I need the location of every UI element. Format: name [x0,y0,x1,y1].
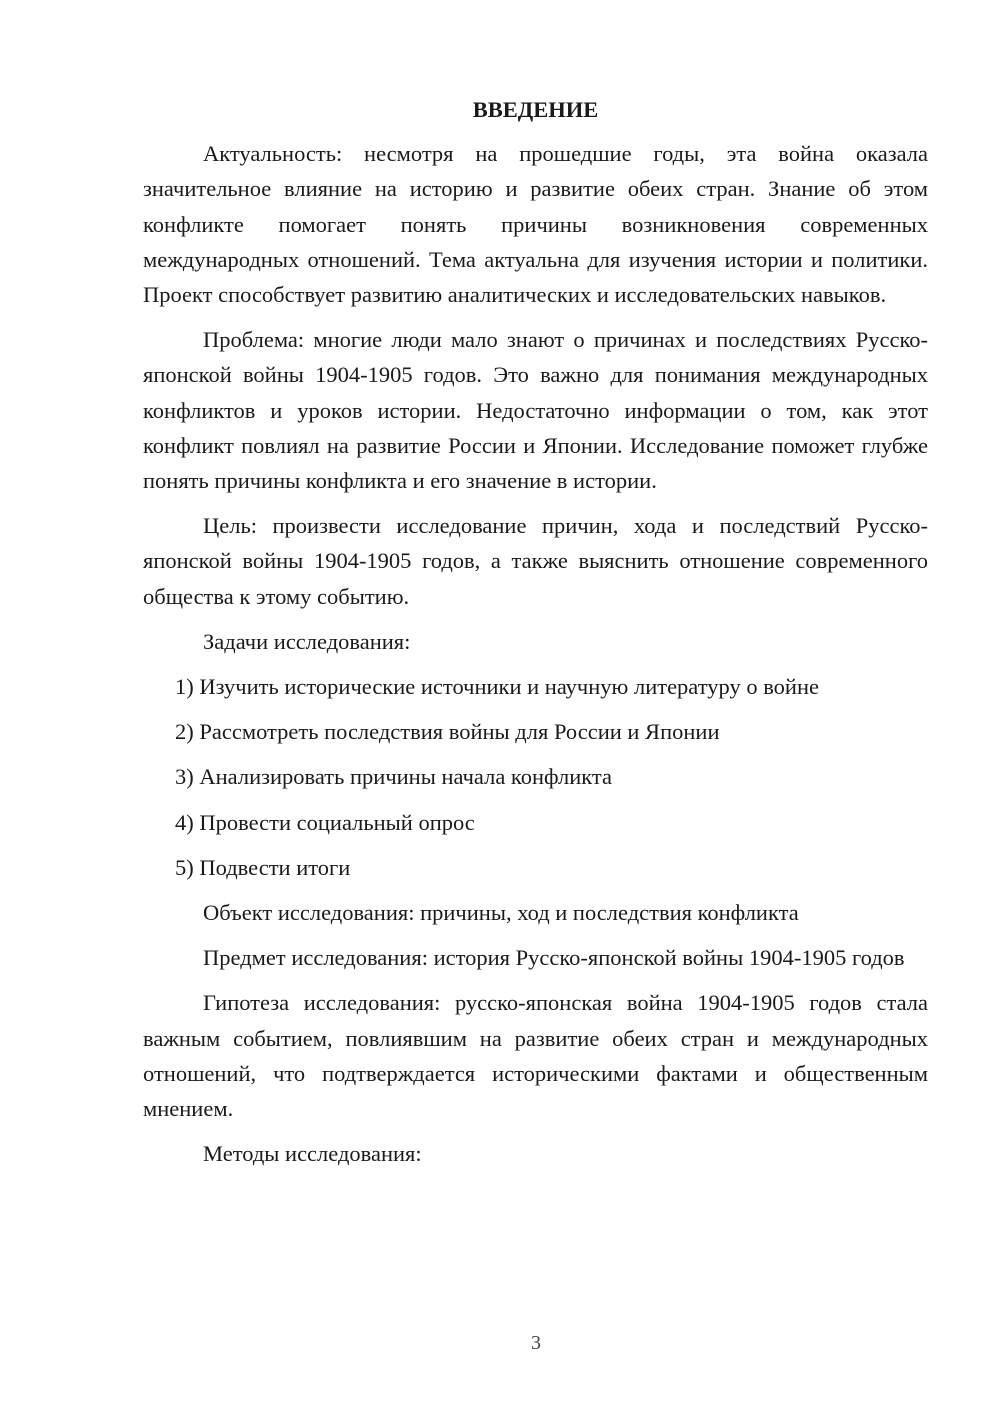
list-item: 5) Подвести итоги [175,854,351,880]
list-item: 1) Изучить исторические источники и научную литературу о войне [175,674,819,700]
subject-paragraph: Предмет исследования: история Русско-японской войны 1904-1905 годов [203,945,905,971]
page-number: 3 [531,1332,541,1354]
relevance-paragraph: Актуальность: несмотря на прошедшие годы, эта война оказала значительное влияние на историю и развитие обеих стран. Знание об этом конфликте помогает понять причины возникновения современных международных отношений. Тема актуальна для изучения истории и политики. Проект способствует развитию аналитических и исследовательских навыков. [143,141,928,308]
list-item: 4) Провести социальный опрос [175,809,475,835]
list-item: 2) Рассмотреть последствия войны для России и Японии [175,719,720,745]
object-paragraph: Объект исследования: причины, ход и последствия конфликта [203,900,799,926]
methods-heading: Методы исследования: [203,1141,422,1167]
section-title: ВВЕДЕНИЕ [472,97,599,122]
tasks-heading: Задачи исследования: [203,628,411,654]
document-page [143,92,928,1181]
tasks-list [143,669,928,885]
hypothesis-paragraph: Гипотеза исследования: русско-японская война 1904-1905 годов стала важным событием, повлиявшим на развитие обеих стран и международных отношений, что подтверждается историческими фактами и общественным мнением. [143,990,928,1122]
list-item: 3) Анализировать причины начала конфликта [175,764,613,790]
goal-paragraph: Цель: произвести исследование причин, хода и последствий Русско-японской войны 1904-1905 годов, а также выяснить отношение современного общества к этому событию. [143,513,928,609]
problem-paragraph: Проблема: многие люди мало знают о причинах и последствиях Русско-японской войны 1904-1905 годов. Это важно для понимания международных конфликтов и уроков истории. Недостаточно информации о том, как этот конфликт повлиял на развитие России и Японии. Исследование поможет глубже понять причины конфликта и его значение в истории. [143,327,928,494]
